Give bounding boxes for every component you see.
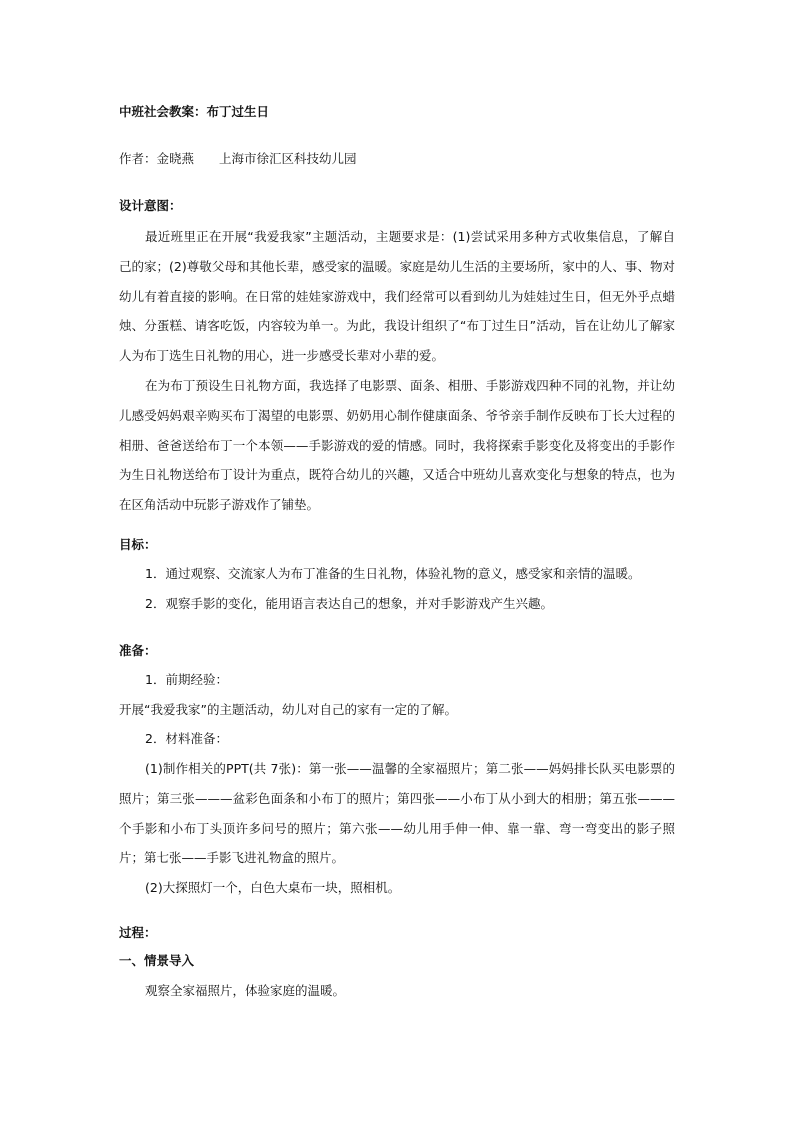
design-section (119, 222, 675, 520)
goal-item-1: 1．通过观察、交流家人为布丁准备的生日礼物，体验礼物的意义，感受家和亲情的温暖。 (145, 566, 641, 581)
section-1-heading: 一、情景导入 (119, 953, 195, 968)
prep-item-1-text: 开展“我爱我家”的主题活动，幼儿对自己的家有一定的了解。 (119, 702, 457, 717)
author-line: 作者：金晓燕 上海市徐汇区科技幼儿园 (119, 151, 357, 166)
prep-item-1: 1．前期经验： (145, 672, 228, 687)
goal-item-2: 2．观察手影的变化，能用语言表达自己的想象，并对手影游戏产生兴趣。 (145, 596, 553, 611)
prep-materials-paragraph-1: (1)制作相关的PPT(共 7张)：第一张——温馨的全家福照片；第二张——妈妈排长队买电影票的照片；第三张———盆彩色面条和小布丁的照片；第四张——小布丁从小到大的相册；第五张———个手影和小布丁头顶许多问号的照片；第六张——幼儿用手伸一伸、靠一靠、弯一弯变出的影子照片；第七张——手影飞进礼物盒的照片。 (119, 761, 675, 866)
prep-materials-paragraph-2: (2)大探照灯一个，白色大桌布一块，照相机。 (145, 880, 401, 896)
section-1-text: 观察全家福照片，体验家庭的温暖。 (145, 983, 346, 998)
goals-heading: 目标： (119, 537, 157, 552)
process-heading: 过程： (119, 925, 157, 940)
design-heading: 设计意图： (119, 198, 182, 213)
prep-heading: 准备： (119, 643, 157, 658)
prep-item-2: 2．材料准备： (145, 731, 228, 746)
design-paragraph-1: 最近班里正在开展“我爱我家”主题活动，主题要求是：(1)尝试采用多种方式收集信息，了解自己的家；(2)尊敬父母和其他长辈，感受家的温暖。家庭是幼儿生活的主要场所，家中的人、事、物对幼儿有着直接的影响。在日常的娃娃家游戏中，我们经常可以看到幼儿为娃娃过生日，但无外乎点蜡烛、分蛋糕、请客吃饭，内容较为单一。为此，我设计组织了“布丁过生日”活动，旨在让幼儿了解家人为布丁选生日礼物的用心，进一步感受长辈对小辈的爱。 (119, 229, 675, 364)
doc-title: 中班社会教案：布丁过生日 (119, 104, 270, 119)
prep-materials (119, 754, 675, 903)
design-paragraph-2: 在为布丁预设生日礼物方面，我选择了电影票、面条、相册、手影游戏四种不同的礼物，并让幼儿感受妈妈艰辛购买布丁渴望的电影票、奶奶用心制作健康面条、爷爷亲手制作反映布丁长大过程的相册、爸爸送给布丁一个本领——手影游戏的爱的情感。同时，我将探索手影变化及将变出的手影作为生日礼物送给布丁设计为重点，既符合幼儿的兴趣，又适合中班幼儿喜欢变化与想象的特点，也为在区角活动中玩影子游戏作了铺垫。 (119, 377, 675, 513)
